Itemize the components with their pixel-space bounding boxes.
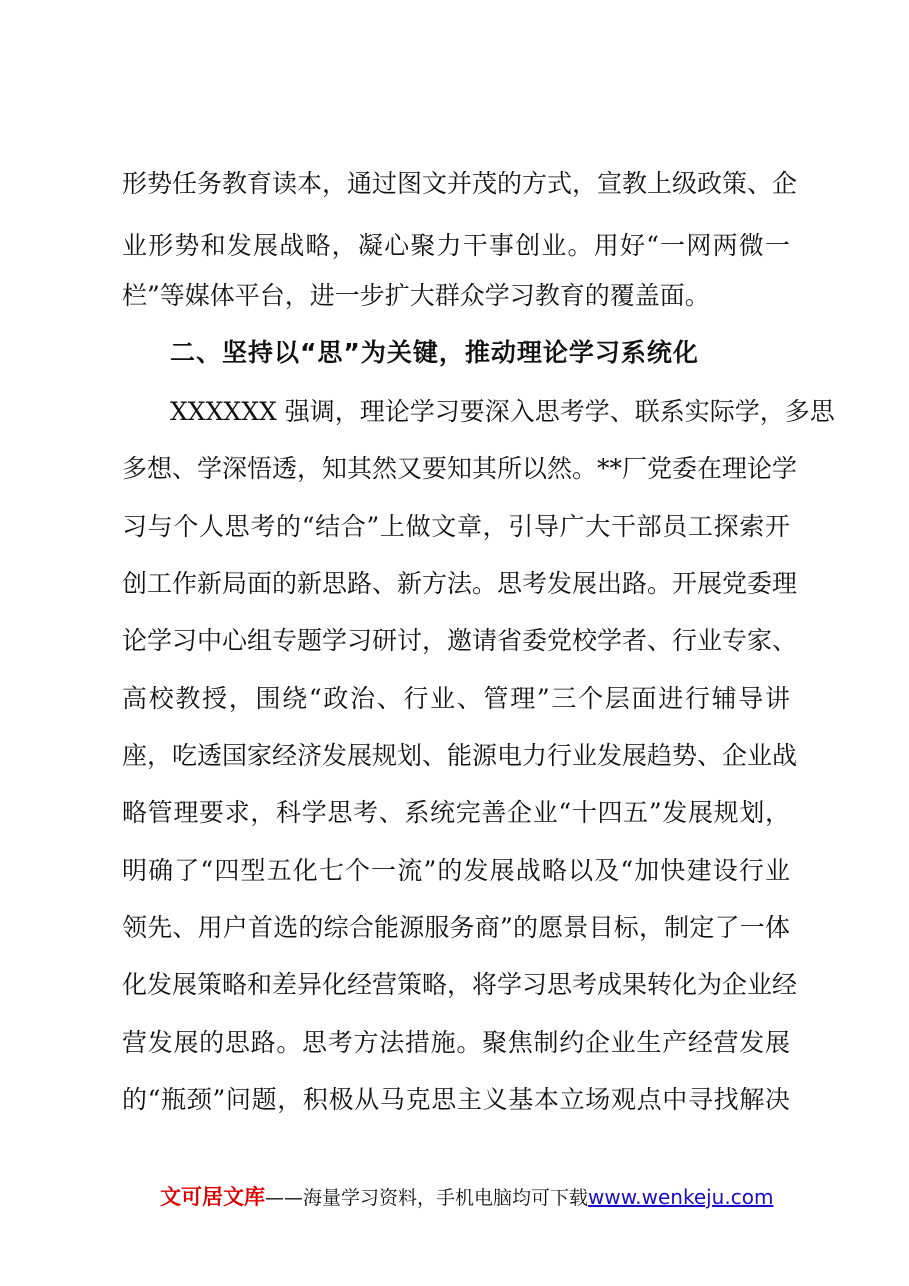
body-text-line: 领先、用户首选的综合能源服务商”的愿景目标，制定了一体 [122, 913, 790, 942]
body-text-line: 栏”等媒体平台，进一步扩大群众学习教育的覆盖面。 [122, 281, 710, 310]
body-text-line: 习与个人思考的“结合”上做文章，引导广大干部员工探索开 [122, 512, 790, 541]
section-heading: 二、坚持以“思”为关键，推动理论学习系统化 [170, 338, 699, 367]
body-text-line: XXXXXX 强调，理论学习要深入思考学、联系实际学，多思 [170, 397, 835, 426]
body-text-line: 创工作新局面的新思路、新方法。思考发展出路。开展党委理 [122, 569, 798, 598]
body-text-line: 形势任务教育读本，通过图文并茂的方式，宣教上级政策、企 [122, 169, 798, 198]
body-text-line: 高校教授，围绕“政治、行业、管理”三个层面进行辅导讲 [122, 684, 790, 713]
body-text-line: 略管理要求，科学思考、系统完善企业“十四五”发展规划， [122, 798, 790, 827]
body-text-line: 座，吃透国家经济发展规划、能源电力行业发展趋势、企业战 [122, 741, 798, 770]
footer-link[interactable]: www.wenkeju.com [588, 1185, 774, 1209]
body-text-line: 业形势和发展战略，凝心聚力干事创业。用好“一网两微一 [122, 231, 790, 260]
body-text-line: 多想、学深悟透，知其然又要知其所以然。**厂党委在理论学 [122, 454, 798, 483]
body-text-line: 明确了“四型五化七个一流”的发展战略以及“加快建设行业 [122, 856, 790, 885]
body-text-line: 化发展策略和差异化经营策略，将学习思考成果转化为企业经 [122, 970, 798, 999]
body-text-line: 营发展的思路。思考方法措施。聚焦制约企业生产经营发展 [122, 1028, 790, 1057]
body-text-line: 的“瓶颈”问题，积极从马克思主义基本立场观点中寻找解决 [122, 1085, 790, 1114]
footer-banner [160, 1182, 773, 1212]
footer-brand: 文可居文库 [160, 1185, 265, 1209]
footer-tagline: ——海量学习资料，手机电脑均可下载 [265, 1187, 589, 1209]
body-text-line: 论学习中心组专题学习研讨，邀请省委党校学者、行业专家、 [122, 626, 798, 655]
